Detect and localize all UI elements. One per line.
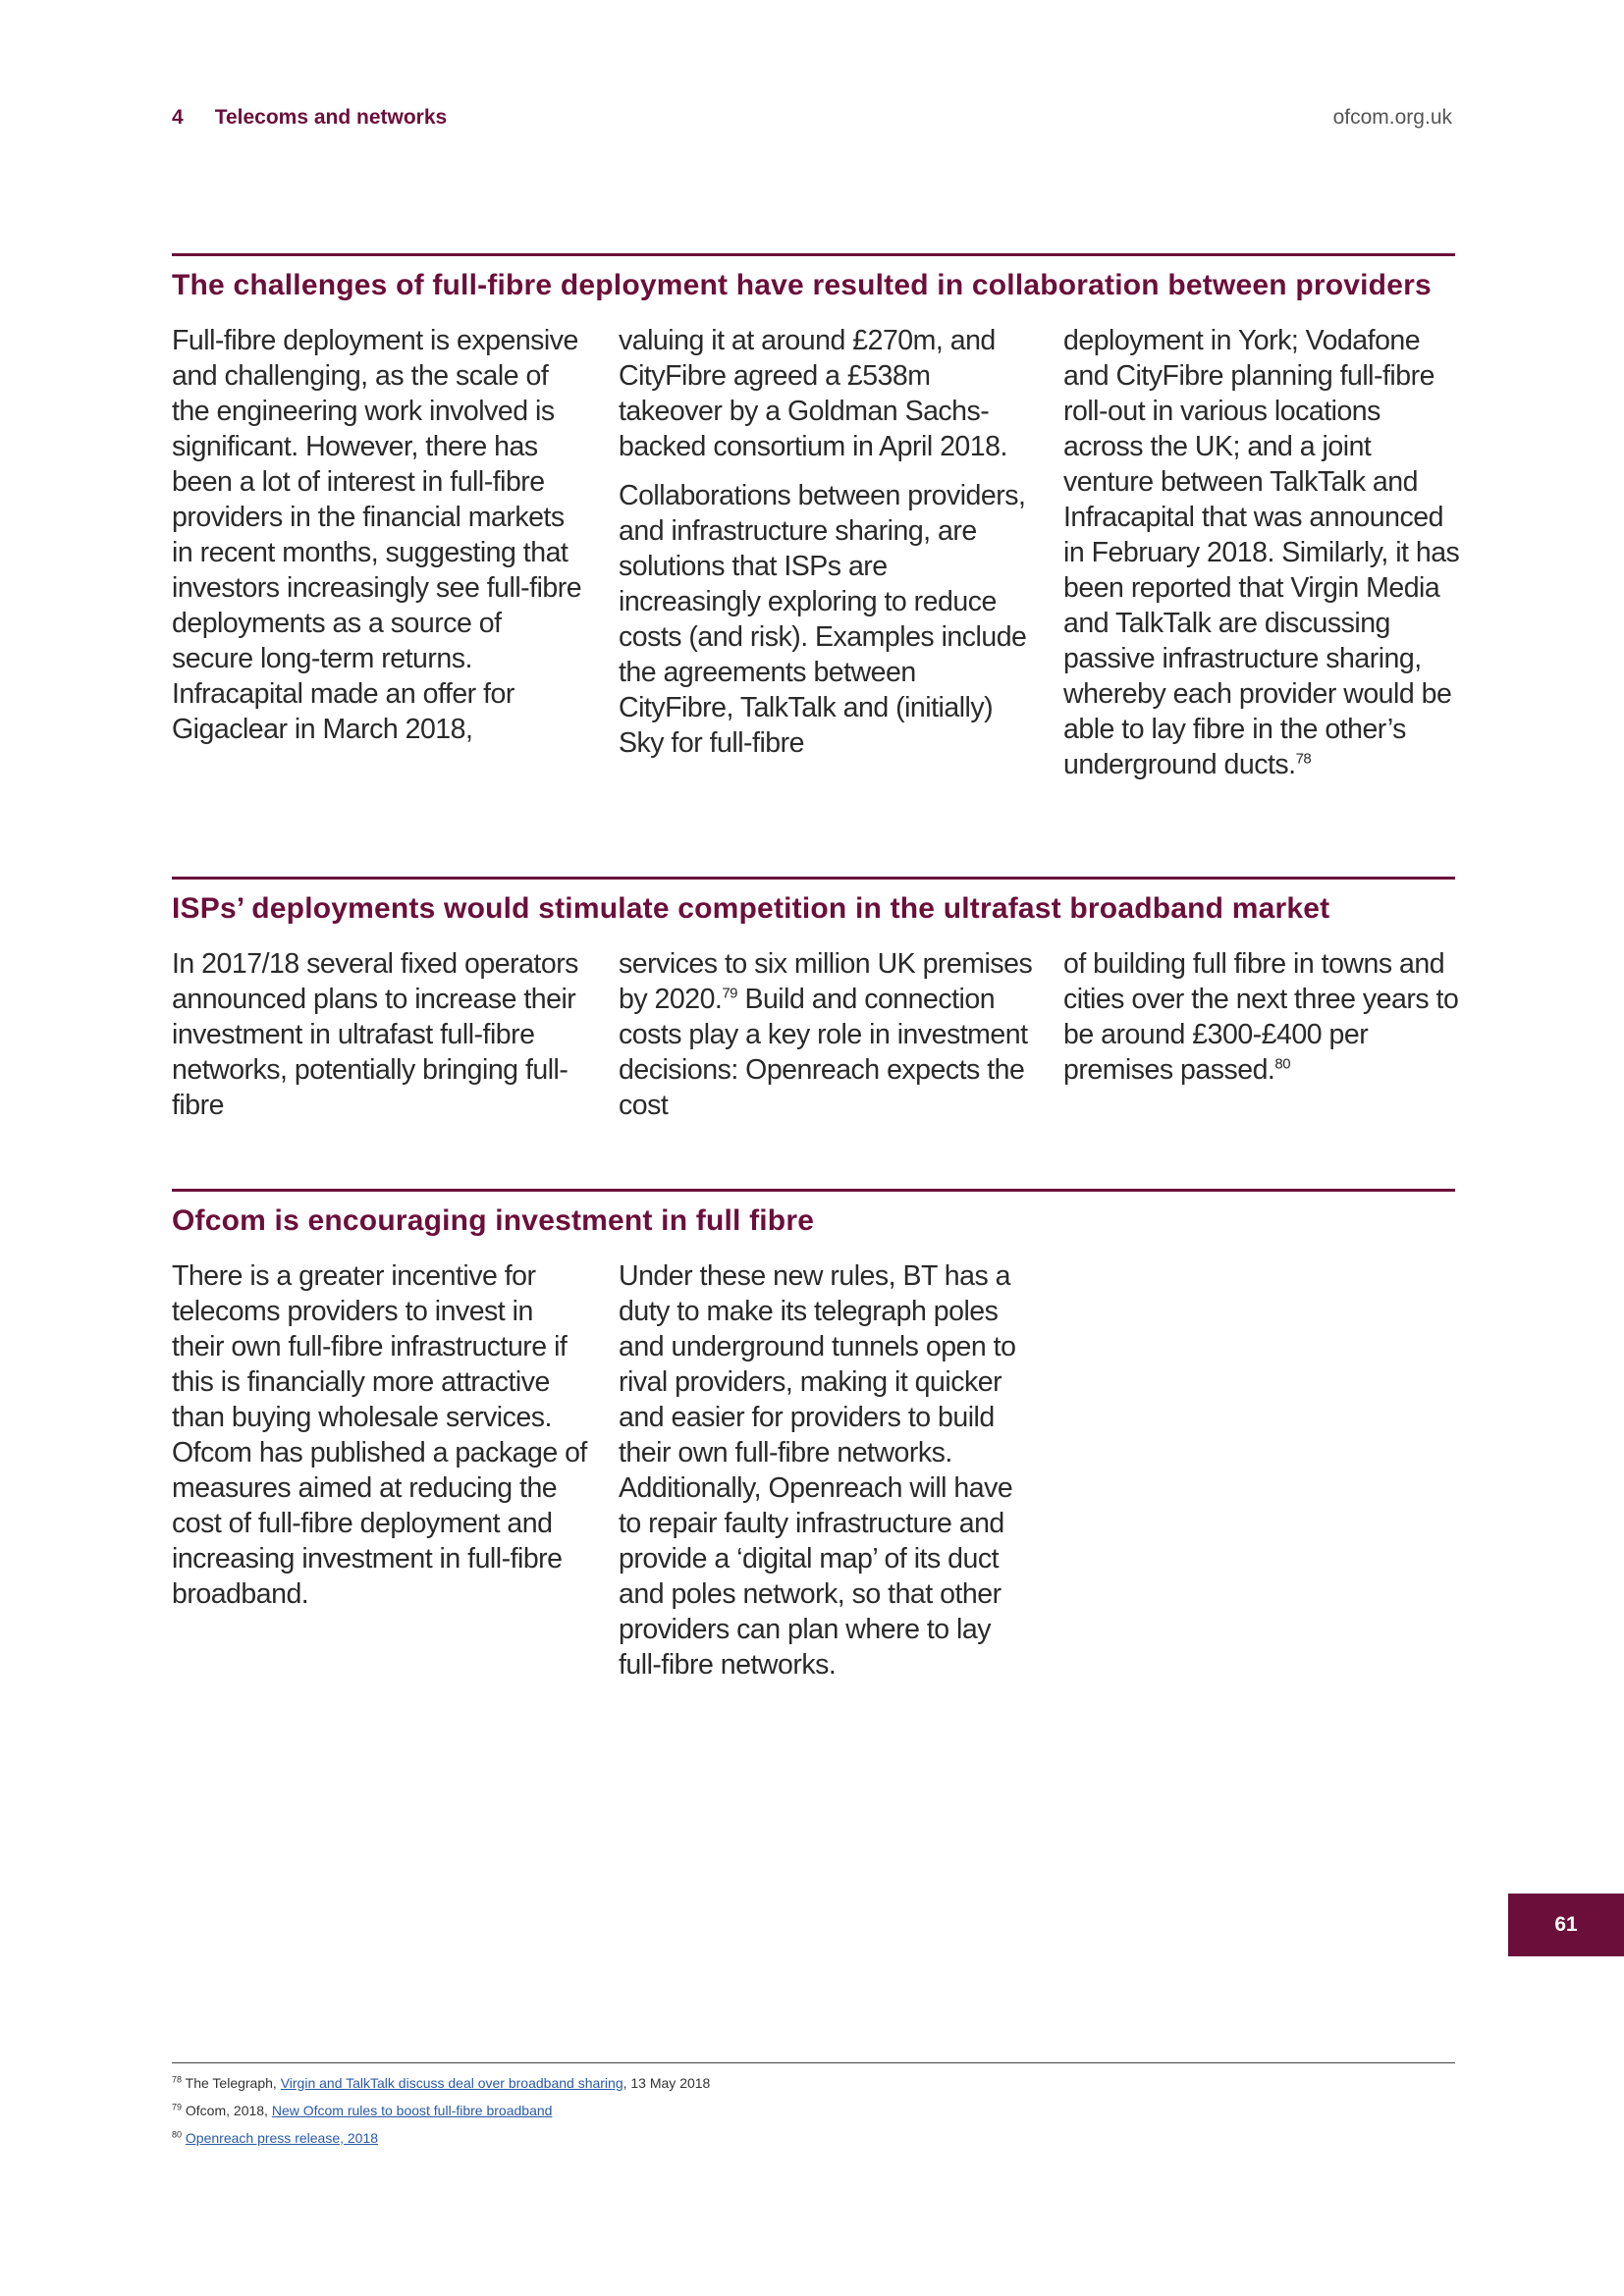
column-1	[172, 946, 589, 1137]
column-3	[1063, 323, 1461, 796]
paragraph: valuing it at around £270m, and CityFibre agreed a £538m takeover by a Goldman Sachs-backed consortium in April 2018.	[619, 325, 1007, 462]
footnotes	[172, 2062, 1455, 2156]
footnote-link[interactable]: Openreach press release, 2018	[185, 2130, 379, 2146]
paragraph-text: Build and connection costs play a key role in investment decisions: Openreach expects the cost	[619, 984, 1028, 1121]
column-1	[172, 323, 589, 761]
footnote-ref[interactable]: 80	[1274, 1055, 1291, 1073]
chapter-title: Telecoms and networks	[214, 106, 448, 129]
page-number-tab: 61	[1508, 1894, 1624, 1956]
chapter-label	[172, 106, 447, 130]
section-collaboration	[172, 253, 1460, 780]
footnote-prefix: The Telegraph,	[185, 2075, 281, 2091]
chapter-number: 4	[172, 106, 184, 129]
column-2	[619, 323, 1036, 774]
site-url[interactable]: ofcom.org.uk	[1332, 106, 1452, 129]
footnote	[172, 2128, 1455, 2148]
footnote-suffix: , 13 May 2018	[623, 2075, 711, 2091]
section-divider	[172, 877, 1455, 880]
section-heading: ISPs’ deployments would stimulate competition in the ultrafast broadband market	[172, 892, 1330, 925]
page-header	[172, 106, 1452, 135]
column-1	[172, 1258, 589, 1626]
paragraph-text: of building full fibre in towns and cities over the next three years to be around £300-£400 per premises passed.	[1063, 948, 1459, 1086]
paragraph: There is a greater incentive for telecoms providers to invest in their own full-fibre infrastructure if this is financially more attractive than buying wholesale services. Ofcom has published a package of measures aimed at reducing the cost of full-fibre deployment and increasing investment in full-fibre broadband.	[172, 1260, 587, 1610]
footnote-ref[interactable]: 79	[722, 985, 738, 1002]
footnote-number: 78	[172, 2074, 183, 2085]
paragraph: In 2017/18 several fixed operators announced plans to increase their investment in ultrafast full-fibre networks, potentially bringing full-fibre	[172, 948, 578, 1121]
footnote-number: 79	[172, 2102, 183, 2112]
footnote-number: 80	[172, 2129, 183, 2140]
paragraph-text: services to six million UK premises by 2020.	[619, 948, 1033, 1015]
paragraph	[1063, 946, 1461, 1088]
section-competition	[172, 877, 1459, 1121]
section-divider	[172, 253, 1455, 256]
footnote-ref[interactable]: 78	[1295, 750, 1312, 768]
paragraph: Full-fibre deployment is expensive and challenging, as the scale of the engineering work involved is significant. However, there has been a lot of interest in full-fibre providers in the financial markets in recent months, suggesting that investors increasingly see full-fibre deployments as a source of secure long-term returns. Infracapital made an offer for Gigaclear in March 2018,	[172, 325, 582, 745]
section-heading: Ofcom is encouraging investment in full fibre	[172, 1204, 815, 1237]
footnote	[172, 2073, 1455, 2093]
footnote-prefix: Ofcom, 2018,	[185, 2103, 272, 2118]
paragraph: Collaborations between providers, and infrastructure sharing, are solutions that ISPs are increasingly exploring to reduce costs (and risk). Examples include the agreements between CityFibre, TalkTalk and (initially) Sky for full-fibre	[619, 480, 1027, 759]
column-3	[1063, 946, 1461, 1101]
section-divider	[172, 1189, 1455, 1192]
column-2	[619, 946, 1036, 1137]
column-2	[619, 1258, 1036, 1696]
paragraph-text: deployment in York; Vodafone and CityFibre planning full-fibre roll-out in various locations across the UK; and a joint venture between TalkTalk and Infracapital that was announced in February 2018. Similarly, it has been reported that Virgin Media and TalkTalk are discussing passive infrastructure sharing, whereby each provider would be able to lay fibre in the other’s underground ducts.	[1063, 325, 1460, 780]
footnote-link[interactable]: New Ofcom rules to boost full-fibre broadband	[271, 2103, 553, 2118]
paragraph	[1063, 323, 1461, 782]
section-heading: The challenges of full-fibre deployment have resulted in collaboration between providers	[172, 269, 1432, 301]
section-ofcom-investment	[172, 1189, 1455, 1681]
paragraph: Under these new rules, BT has a duty to make its telegraph poles and underground tunnels open to rival providers, making it quicker and easier for providers to build their own full-fibre networks. Additionally, Openreach will have to repair faulty infrastructure and provide a ‘digital map’ of its duct and poles network, so that other providers can plan where to lay full-fibre networks.	[619, 1260, 1016, 1681]
footnote-link[interactable]: Virgin and TalkTalk discuss deal over broadband sharing	[280, 2075, 623, 2091]
paragraph	[619, 946, 1036, 1123]
footnote	[172, 2101, 1455, 2120]
